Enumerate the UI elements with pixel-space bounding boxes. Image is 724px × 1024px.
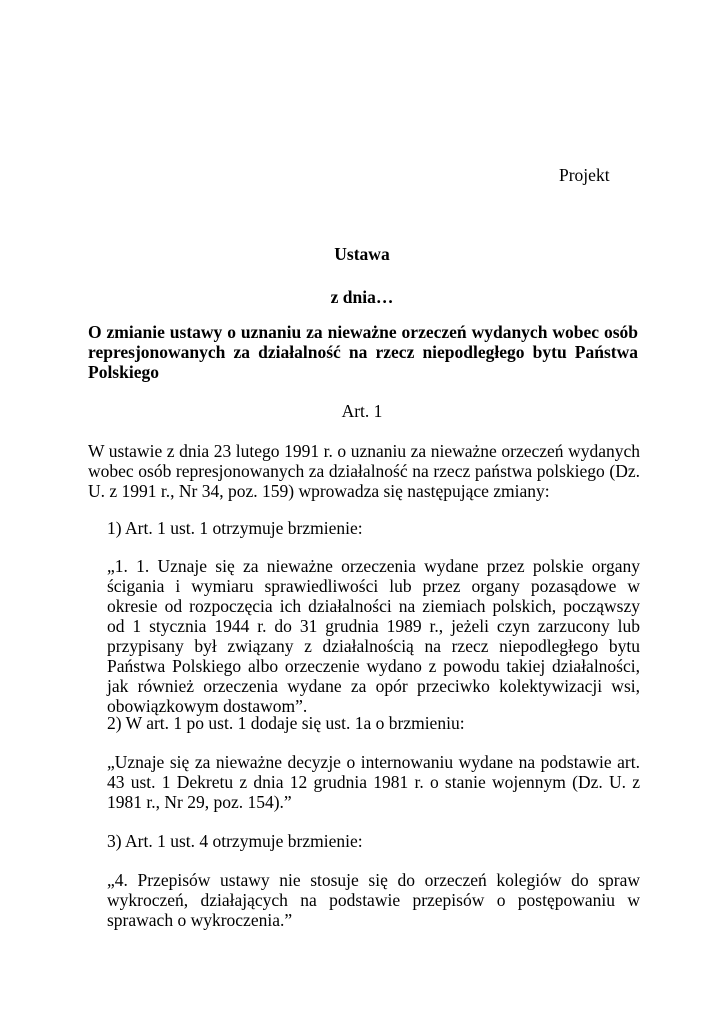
document-date: z dnia… bbox=[330, 287, 394, 307]
amendment-2-label: 2) W art. 1 po ust. 1 dodaje się ust. 1a o brzmieniu: bbox=[107, 713, 465, 733]
document-title: Ustawa bbox=[334, 244, 390, 264]
amendment-3-label: 3) Art. 1 ust. 4 otrzymuje brzmienie: bbox=[107, 831, 363, 851]
document-subject: O zmianie ustawy o uznaniu za nieważne orzeczeń wydanych wobec osób represjonowanych za działalność na rzecz niepodległego bytu Państwa Polskiego bbox=[88, 322, 638, 382]
intro-paragraph: W ustawie z dnia 23 lutego 1991 r. o uznaniu za nieważne orzeczeń wydanych wobec osób represjonowanych za działalność na rzecz państwa polskiego (Dz. U. z 1991 r., Nr 34, poz. 159) wprowadza się następujące zmiany: bbox=[88, 441, 640, 501]
amendment-3-text: „4. Przepisów ustawy nie stosuje się do orzeczeń kolegiów do spraw wykroczeń, działających na podstawie przepisów o postępowaniu w sprawach o wykroczenia.” bbox=[107, 870, 640, 930]
amendment-1-label: 1) Art. 1 ust. 1 otrzymuje brzmienie: bbox=[107, 518, 363, 538]
amendment-1-text: „1. 1. Uznaje się za nieważne orzeczenia wydane przez polskie organy ścigania i wymiaru sprawiedliwości lub przez organy pozasądowe w okresie od rozpoczęcia ich działalności na ziemiach polskich, począwszy od 1 stycznia 1944 r. do 31 grudnia 1989 r., jeżeli czyn zarzucony lub przypisany był związany z działalnością na rzecz niepodległego bytu Państwa Polskiego albo orzeczenie wydano z powodu takiej działalności, jak również orzeczenia wydane za opór przeciwko kolektywizacji wsi, obowiązkowym dostawom”. bbox=[107, 556, 640, 716]
article-heading: Art. 1 bbox=[341, 401, 383, 421]
amendment-2-text: „Uznaje się za nieważne decyzje o internowaniu wydane na podstawie art. 43 ust. 1 Dekretu z dnia 12 grudnia 1981 r. o stanie wojennym (Dz. U. z 1981 r., Nr 29, poz. 154).” bbox=[107, 752, 640, 812]
projekt-label: Projekt bbox=[559, 165, 610, 185]
